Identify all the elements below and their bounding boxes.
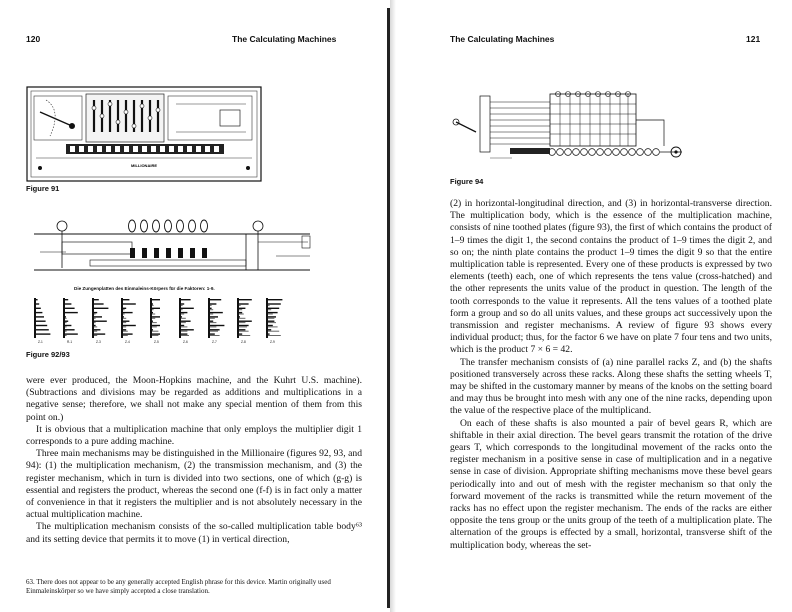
- plate-tooth: [36, 312, 42, 313]
- right-paragraph: On each of these shafts is also mounted a pair of bevel gears R, which are shiftable in their axial direction. The bevel gears transmit the rotation of the drive gears T, which corresponds to the longitudinal movement of the racks onto the register mechanism in a positive sense in case of multiplication and in a negative sense in case of division. Appropriate shifting mechanisms move these bevel gears periodically into and out of mesh with the register mechanism so that only the forward movement of the racks is transmitted while the return movement of the racks has no effect upon the register mechanism. The ends of the racks are either opposite the tens group or the units group of the teeth of a multiplication plate. The alternation of the groups is effected by a small, horizontal, transverse shift of the multiplication body, whereas the set-: [450, 417, 772, 551]
- plate-tooth: [239, 325, 249, 326]
- left-page-number: 120: [26, 34, 41, 44]
- plate-label: Z-1: [38, 340, 43, 344]
- plate-spine: [34, 298, 36, 338]
- plate-label: Z-6: [183, 340, 188, 344]
- plate-tooth: [239, 333, 242, 334]
- right-page: [396, 0, 792, 612]
- plate-tooth: [181, 303, 184, 304]
- plate-tooth: [36, 299, 38, 300]
- right-body-text: [450, 198, 772, 552]
- plate-tooth-tens: [65, 326, 67, 327]
- plate-label: Z-3: [96, 340, 101, 344]
- plate-tooth: [94, 333, 105, 334]
- plate-tooth: [123, 303, 136, 304]
- plate-tooth-tens: [210, 309, 213, 310]
- plate-tooth: [123, 299, 129, 300]
- plate-tooth: [152, 312, 153, 313]
- plate-tooth: [210, 308, 212, 309]
- plate-tooth-tens: [181, 335, 189, 336]
- plate-tooth: [268, 316, 276, 317]
- plate-tooth-tens: [94, 335, 97, 336]
- right-paragraph: The transfer mechanism consists of (a) nine parallel racks Z, and (b) the shafts positioned transversely across these racks. Along these shafts the setting wheels T, may be shifted in the customary manner by means of the knobs on the setting board and may thus be brought into mesh with any one of the nine racks, depending upon the value of the respective place of the multiplicand.: [450, 356, 772, 417]
- plate-tooth: [210, 329, 220, 330]
- plate-tooth-tens: [181, 326, 187, 327]
- plate-tooth-tens: [239, 322, 245, 323]
- plate-tooth: [152, 333, 160, 334]
- plate-tooth: [65, 312, 78, 313]
- plate-tooth: [36, 308, 41, 309]
- plate-tooth: [210, 303, 216, 304]
- plate-tooth: [239, 308, 245, 309]
- plate-tooth-tens: [94, 331, 97, 332]
- plate-tooth-tens: [94, 314, 96, 315]
- plate-spine: [266, 298, 268, 338]
- left-paragraph: Three main mechanisms may be distinguished in the Millionaire (figures 92, 93, and 94): (1) the multiplication mechanism, (2) the transmission mechanism, and (3) the register mechanism, which in turn is divided into two sections, one of which (g-g) is essential and registers the product, whereas the second one (f-f) is in fact only a matter of convenience in that it registers the multiplier and is not absolutely necessary in the actual multiplication machine.: [26, 448, 362, 521]
- plate-tooth: [94, 312, 97, 313]
- plate-tooth: [123, 329, 126, 330]
- plate-tooth-tens: [210, 326, 216, 327]
- plate-tooth-tens: [268, 309, 271, 310]
- plate-tooth-tens: [123, 326, 126, 327]
- plate-tooth-tens: [268, 314, 273, 315]
- left-paragraph: were ever produced, the Moon-Hopkins machine, and the Kuhrt U.S. machine). (Subtractions and divisions may be regarded as additions and multiplications in a negative sense; therefore, we shall not make any special mention of them from this point on.): [26, 375, 362, 423]
- plate-tooth: [94, 321, 107, 322]
- plate-tooth: [36, 329, 49, 330]
- plate-tooth-tens: [152, 305, 154, 306]
- plate-spine: [237, 298, 239, 338]
- plate-tooth-tens: [152, 331, 158, 332]
- plate-tooth: [123, 321, 129, 322]
- plate-tooth: [36, 325, 47, 326]
- plate-spine: [150, 298, 152, 338]
- plate-tooth: [181, 316, 182, 317]
- plate-tooth: [65, 308, 75, 309]
- plate-tooth: [239, 312, 242, 313]
- plate-tooth: [94, 329, 100, 330]
- plate-tooth: [65, 321, 68, 322]
- plate-tooth-tens: [239, 309, 242, 310]
- plate-tooth: [94, 303, 104, 304]
- plate-tooth-tens: [65, 335, 67, 336]
- plate-tooth: [210, 312, 223, 313]
- plate-label: Z-7: [212, 340, 217, 344]
- plate-tooth: [152, 325, 160, 326]
- plate-tooth: [36, 321, 46, 322]
- plate-tooth: [239, 329, 245, 330]
- figure-92-illustration: [26, 212, 316, 284]
- plate-tooth-tens: [181, 322, 186, 323]
- plate-tooth-tens: [210, 331, 218, 332]
- plate-tooth: [94, 299, 99, 300]
- plate-tooth: [36, 303, 39, 304]
- right-paragraph: (2) in horizontal-longitudinal direction, and (3) in horizontal-transverse direction. The multiplication body, which is the essence of the multiplication machine, consists of nine toothed plates (figure 93), the first of which contains the product of 1–9 times the digit 1, the second contains the product of 1–9 times the digit 2, and so on; the ninth plate contains the product 1–9 times the digit 9 so that the entire multiplication table is represented. Every one of these products is expressed by two elements (teeth) each, one of which represents the tens value (cross-hatched) and the other represents the units value of the product in question. The length of the tooth corresponds to the value it represents. All the tens values of a toothed plate form a group and so do all units values, and these groups act successively upon the transmission and register mechanisms. A review of figure 93 shows every individual product; thus, for the factor 6 we have on plate 7 four tens and two units, which is the product 7 × 6 = 42.: [450, 198, 772, 356]
- plate-tooth-tens: [181, 305, 183, 306]
- plate-label: Z-8: [241, 340, 246, 344]
- plate-tooth: [210, 299, 221, 300]
- plate-tooth: [268, 325, 273, 326]
- plate-tooth: [123, 325, 136, 326]
- plate-tooth-tens: [65, 318, 67, 319]
- plate-tooth: [123, 308, 126, 309]
- plate-tooth: [36, 333, 50, 334]
- plate-tooth: [181, 312, 187, 313]
- plate-tooth-tens: [268, 322, 276, 323]
- plate-tooth-tens: [239, 318, 245, 319]
- plate-tooth-tens: [123, 322, 126, 323]
- plate-tooth: [239, 303, 249, 304]
- left-page: [0, 0, 388, 612]
- footnote-63: 63. There does not appear to be any generally accepted English phrase for this device. Martin originally used Einmaleinskörper so we have simply accepted a close translation.: [26, 578, 331, 595]
- plate-tooth-tens: [210, 318, 215, 319]
- figure-91-nameplate: MILLIONAIRE: [131, 163, 157, 168]
- plate-tooth-tens: [239, 326, 247, 327]
- plate-tooth: [152, 303, 153, 304]
- plate-tooth-tens: [239, 305, 241, 306]
- plate-tooth-tens: [123, 314, 125, 315]
- plate-tooth: [65, 303, 71, 304]
- plate-tooth-tens: [65, 331, 67, 332]
- left-paragraph: The multiplication mechanism consists of the so-called multiplication table body⁶³ and its setting device that permits it to move (1) in vertical direction,: [26, 521, 362, 545]
- plate-tooth: [210, 316, 218, 317]
- plate-tooth: [268, 312, 278, 313]
- plate-tooth: [268, 308, 279, 309]
- plate-spine: [208, 298, 210, 338]
- plate-tooth-tens: [152, 326, 157, 327]
- plate-spine: [92, 298, 94, 338]
- plate-tooth: [268, 299, 282, 300]
- plate-tooth: [36, 316, 44, 317]
- plate-tooth-tens: [268, 326, 278, 327]
- plate-tooth: [65, 316, 66, 317]
- figure-94-illustration: [450, 86, 690, 172]
- plate-tooth-tens: [268, 318, 274, 319]
- plate-tooth-tens: [239, 331, 249, 332]
- plate-tooth-tens: [268, 305, 270, 306]
- plate-tooth-tens: [94, 326, 97, 327]
- plate-tooth-tens: [181, 318, 186, 319]
- plate-tooth: [268, 333, 270, 334]
- plate-tooth-tens: [152, 318, 155, 319]
- plate-tooth-tens: [268, 335, 281, 336]
- plate-tooth-tens: [210, 322, 216, 323]
- plate-tooth-tens: [65, 322, 67, 323]
- plate-tooth-tens: [210, 305, 212, 306]
- plate-tooth: [152, 329, 153, 330]
- plate-tooth: [152, 308, 160, 309]
- plate-tooth-tens: [123, 331, 128, 332]
- plate-label: Z-4: [125, 340, 130, 344]
- plate-tooth: [94, 316, 102, 317]
- plate-tooth: [94, 325, 96, 326]
- plate-tooth: [152, 321, 153, 322]
- left-paragraph: It is obvious that a multiplication machine that only employs the multiplier digit 1 corresponds to a pure adding machine.: [26, 423, 362, 448]
- plate-spine: [179, 298, 181, 338]
- plate-tooth-tens: [94, 322, 96, 323]
- plate-tooth: [181, 308, 194, 309]
- plate-tooth: [123, 312, 133, 313]
- plate-tooth: [268, 321, 274, 322]
- figure-93-plates: [30, 296, 296, 342]
- figure-91-caption: Figure 91: [26, 184, 60, 193]
- figure-94-caption: Figure 94: [450, 177, 484, 186]
- plate-spine: [121, 298, 123, 338]
- right-running-head: The Calculating Machines: [450, 34, 555, 44]
- plate-tooth: [181, 325, 184, 326]
- plate-tooth: [65, 329, 75, 330]
- plate-tooth-tens: [152, 335, 158, 336]
- plate-tooth: [65, 325, 71, 326]
- plate-tooth-tens: [152, 322, 157, 323]
- plate-tooth: [123, 333, 133, 334]
- plate-tooth-tens: [239, 314, 244, 315]
- figure-92-93-caption: Figure 92/93: [26, 350, 70, 359]
- left-running-head: The Calculating Machines: [232, 34, 337, 44]
- plate-tooth-tens: [268, 331, 279, 332]
- plate-tooth: [152, 299, 160, 300]
- plate-tooth: [210, 325, 224, 326]
- plate-tooth: [210, 333, 215, 334]
- plate-tooth: [181, 333, 187, 334]
- plate-tooth: [123, 316, 124, 317]
- plate-tooth: [94, 308, 108, 309]
- plate-tooth: [239, 299, 252, 300]
- plate-label: R-1: [67, 340, 73, 344]
- plate-tooth-tens: [123, 309, 125, 310]
- left-body-text: [26, 375, 362, 546]
- plate-tooth: [210, 321, 213, 322]
- plate-tooth: [268, 303, 281, 304]
- plate-tooth-tens: [181, 331, 187, 332]
- plate-tooth: [181, 299, 191, 300]
- plate-tooth: [181, 329, 194, 330]
- plate-label: Z-9: [270, 340, 275, 344]
- plate-tooth: [181, 321, 191, 322]
- plate-tooth-tens: [181, 309, 183, 310]
- plate-tooth-tens: [94, 318, 96, 319]
- plate-tooth: [239, 316, 240, 317]
- plate-tooth-tens: [152, 309, 154, 310]
- right-page-number: 121: [746, 34, 761, 44]
- figure-93-plate-title: Die Zungenplatten des Einmaleins-Körpers für die Faktoren: 1-9.: [74, 286, 215, 291]
- plate-tooth: [268, 329, 271, 330]
- plate-tooth-tens: [123, 318, 126, 319]
- plate-tooth: [65, 299, 68, 300]
- plate-tooth-tens: [210, 314, 213, 315]
- figure-91-illustration: [26, 86, 262, 182]
- figure-93-plate-labels: [30, 340, 296, 348]
- plate-label: Z-5: [154, 340, 159, 344]
- plate-tooth: [152, 316, 160, 317]
- plate-tooth: [65, 333, 78, 334]
- plate-tooth-tens: [152, 314, 155, 315]
- plate-tooth: [239, 321, 252, 322]
- plate-tooth-tens: [181, 314, 184, 315]
- plate-tooth-tens: [123, 335, 128, 336]
- plate-tooth-tens: [210, 335, 220, 336]
- plate-spine: [63, 298, 65, 338]
- plate-tooth-tens: [239, 335, 250, 336]
